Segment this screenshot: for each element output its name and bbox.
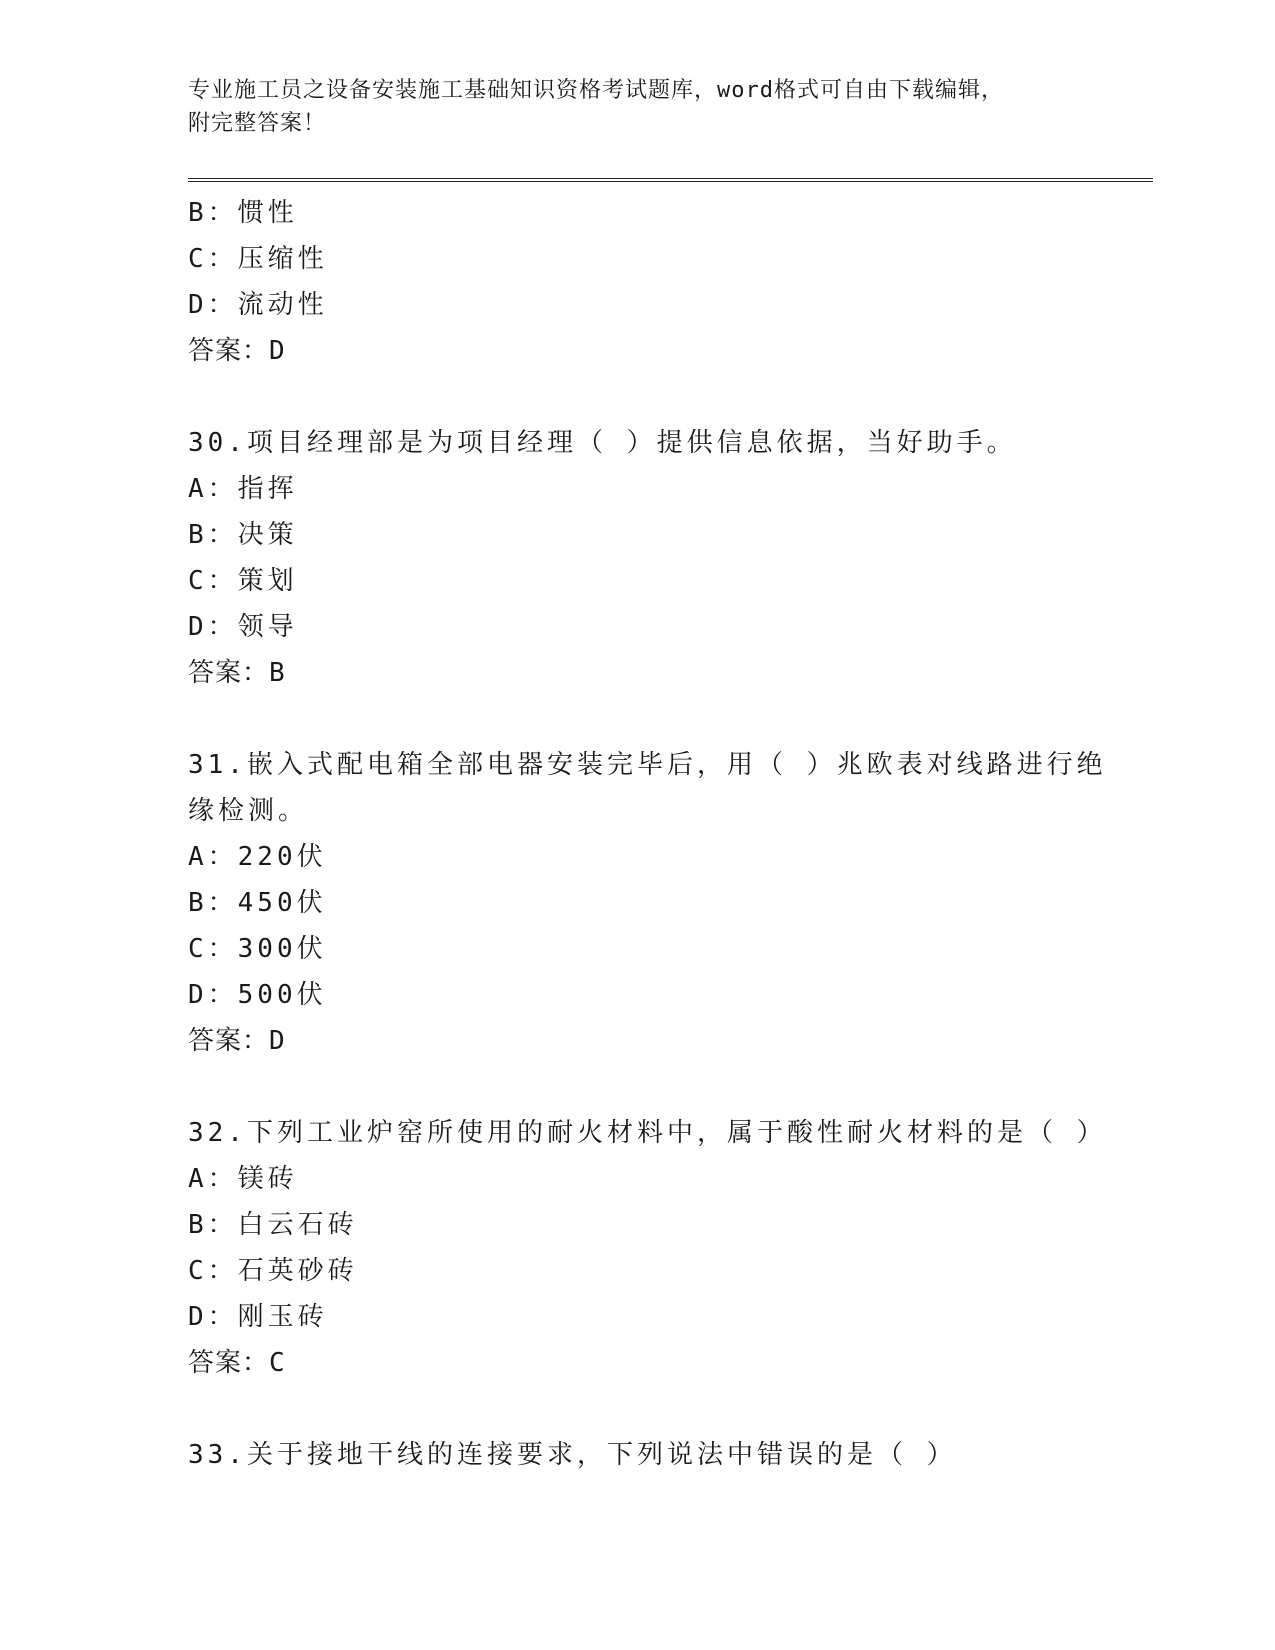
- option-b: B：白云石砖: [188, 1210, 358, 1240]
- header-divider: [188, 178, 1153, 182]
- spacer: [188, 696, 1088, 742]
- question-32: [188, 1110, 1107, 1386]
- option-a: A：镁砖: [188, 1164, 298, 1194]
- question-content: [188, 190, 1107, 1478]
- prev-question: [188, 190, 1088, 374]
- option-b: B：惯性: [188, 198, 298, 228]
- question-stem: 32.下列工业炉窑所使用的耐火材料中，属于酸性耐火材料的是（ ）: [188, 1118, 1107, 1148]
- option-a: A：指挥: [188, 474, 298, 504]
- question-33: [188, 1432, 1088, 1478]
- option-c: C：石英砂砖: [188, 1256, 358, 1286]
- option-a: A：220伏: [188, 842, 327, 872]
- question-stem-line-1: 31.嵌入式配电箱全部电器安装完毕后，用（ ）兆欧表对线路进行绝: [188, 750, 1107, 780]
- question-30: [188, 420, 1088, 696]
- question-stem: 30.项目经理部是为项目经理（ ）提供信息依据，当好助手。: [188, 428, 1017, 458]
- spacer: [188, 1386, 1088, 1432]
- header-line-2: 附完整答案！: [188, 111, 327, 136]
- option-d: D：流动性: [188, 290, 328, 320]
- question-stem: 33.关于接地干线的连接要求，下列说法中错误的是（ ）: [188, 1440, 957, 1470]
- option-d: D：刚玉砖: [188, 1302, 328, 1332]
- header-line-1: 专业施工员之设备安装施工基础知识资格考试题库，word格式可自由下载编辑，: [188, 78, 1004, 103]
- option-b: B：决策: [188, 520, 298, 550]
- option-d: D：500伏: [188, 980, 327, 1010]
- option-c: C：300伏: [188, 934, 327, 964]
- spacer: [188, 1064, 1088, 1110]
- question-stem-line-2: 缘检测。: [188, 796, 309, 826]
- question-31: [188, 742, 1107, 1064]
- option-c: C：策划: [188, 566, 298, 596]
- spacer: [188, 374, 1088, 420]
- option-c: C：压缩性: [188, 244, 328, 274]
- answer: 答案：D: [188, 1026, 286, 1056]
- option-b: B：450伏: [188, 888, 327, 918]
- answer: 答案：D: [188, 336, 286, 366]
- option-d: D：领导: [188, 612, 298, 642]
- answer: 答案：B: [188, 658, 286, 688]
- document-header: [188, 74, 1088, 140]
- answer: 答案：C: [188, 1348, 286, 1378]
